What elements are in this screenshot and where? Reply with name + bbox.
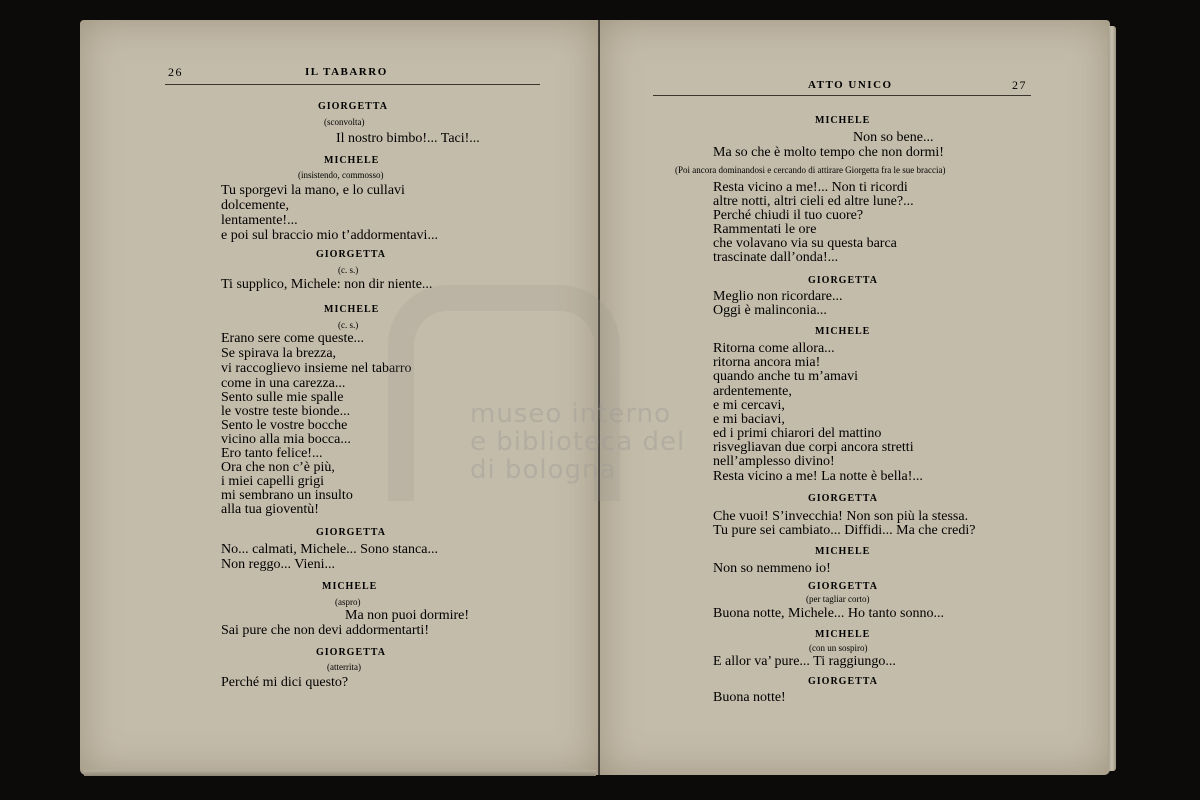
verse-line: Tu sporgevi la mano, e lo cullavi	[221, 183, 405, 198]
speaker-label: MICHELE	[324, 304, 380, 315]
left-header-rule	[165, 84, 540, 85]
verse-line: alla tua gioventù!	[221, 502, 319, 517]
verse-line: altre notti, altri cieli ed altre lune?...	[713, 194, 914, 209]
verse-line: e mi cercavi,	[713, 398, 785, 413]
speaker-label: MICHELE	[815, 115, 871, 126]
stage-direction: (atterrita)	[327, 662, 361, 672]
watermark-text	[470, 400, 710, 484]
verse-line: Tu pure sei cambiato... Diffidi... Ma che credi?	[713, 523, 976, 538]
verse-line: Meglio non ricordare...	[713, 289, 843, 304]
verse-line: ed i primi chiarori del mattino	[713, 426, 882, 441]
verse-line: Che vuoi! S’invecchia! Non son più la stessa.	[713, 509, 969, 524]
right-running-title: ATTO UNICO	[808, 79, 893, 91]
verse-line: Perché chiudi il tuo cuore?	[713, 208, 864, 223]
speaker-label: MICHELE	[322, 581, 378, 592]
page-edges-bottom	[84, 770, 596, 776]
verse-line: No... calmati, Michele... Sono stanca...	[221, 542, 438, 557]
verse-line: come in una carezza...	[221, 376, 346, 391]
verse-line: Ero tanto felice!...	[221, 446, 323, 461]
verse-line: vicino alla mia bocca...	[221, 432, 351, 447]
speaker-label: GIORGETTA	[808, 275, 878, 286]
speaker-label: MICHELE	[815, 629, 871, 640]
verse-line: lentamente!...	[221, 213, 298, 228]
verse-line: Ma so che è molto tempo che non dormi!	[713, 145, 944, 160]
speaker-label: GIORGETTA	[316, 647, 386, 658]
verse-line: e poi sul braccio mio t’addormentavi...	[221, 228, 438, 243]
verse-line: ritorna ancora mia!	[713, 355, 821, 370]
verse-line: Buona notte, Michele... Ho tanto sonno...	[713, 606, 944, 621]
stage-direction: (insistendo, commosso)	[298, 170, 384, 180]
page-edges	[1108, 26, 1116, 771]
speaker-label: GIORGETTA	[808, 581, 878, 592]
verse-line: Perché mi dici questo?	[221, 675, 349, 690]
verse-line: quando anche tu m’amavi	[713, 369, 859, 384]
stage-direction: (Poi ancora dominandosi e cercando di attirare Giorgetta fra le sue braccia)	[675, 165, 946, 175]
speaker-label: GIORGETTA	[808, 676, 878, 687]
stage-direction: (sconvolta)	[324, 117, 365, 127]
verse-line: E allor va’ pure... Ti raggiungo...	[713, 654, 896, 669]
verse-line: i miei capelli grigi	[221, 474, 325, 489]
verse-line: Ritorna come allora...	[713, 341, 835, 356]
stage-direction: (c. s.)	[338, 265, 359, 275]
verse-line: Oggi è malinconia...	[713, 303, 827, 318]
left-running-title: IL TABARRO	[305, 66, 388, 78]
verse-line: Erano sere come queste...	[221, 331, 365, 346]
stage-direction: (aspro)	[335, 597, 361, 607]
verse-line: che volavano via su questa barca	[713, 236, 897, 251]
verse-line: Non reggo... Vieni...	[221, 557, 335, 572]
verse-line: Ma non puoi dormire!	[345, 608, 470, 623]
verse-line: Buona notte!	[713, 690, 786, 705]
right-page-number: 27	[1012, 78, 1027, 92]
speaker-label: GIORGETTA	[316, 527, 386, 538]
verse-line: mi sembrano un insulto	[221, 488, 353, 503]
verse-line: Ti supplico, Michele: non dir niente...	[221, 277, 433, 292]
stage-direction: (c. s.)	[338, 320, 359, 330]
verse-line: Sento le vostre bocche	[221, 418, 348, 433]
speaker-label: MICHELE	[815, 546, 871, 557]
verse-line: Il nostro bimbo!... Taci!...	[336, 131, 480, 146]
verse-line: Resta vicino a me!... Non ti ricordi	[713, 180, 908, 195]
watermark-line: museo interno	[470, 399, 672, 429]
watermark-line: e biblioteca del	[470, 427, 686, 457]
speaker-label: GIORGETTA	[318, 101, 388, 112]
verse-line: Non so bene...	[853, 130, 934, 145]
verse-line: risvegliavan due corpi ancora stretti	[713, 440, 914, 455]
verse-line: Resta vicino a me! La notte è bella!...	[713, 469, 923, 484]
verse-line: ardentemente,	[713, 384, 792, 399]
stage-direction: (con un sospiro)	[809, 643, 868, 653]
verse-line: Ora che non c’è più,	[221, 460, 335, 475]
left-page-number: 26	[168, 65, 183, 79]
verse-line: Sai pure che non devi addormentarti!	[221, 623, 429, 638]
verse-line: Rammentati le ore	[713, 222, 817, 237]
speaker-label: GIORGETTA	[316, 249, 386, 260]
verse-line: dolcemente,	[221, 198, 290, 213]
stage-direction: (per tagliar corto)	[806, 594, 870, 604]
verse-line: le vostre teste bionde...	[221, 404, 351, 419]
verse-line: Sento sulle mie spalle	[221, 390, 344, 405]
verse-line: e mi baciavi,	[713, 412, 785, 427]
verse-line: vi raccoglievo insieme nel tabarro	[221, 361, 412, 376]
speaker-label: GIORGETTA	[808, 493, 878, 504]
verse-line: nell’amplesso divino!	[713, 454, 835, 469]
right-header-rule	[653, 95, 1031, 96]
speaker-label: MICHELE	[815, 326, 871, 337]
watermark-line: di bologna	[470, 455, 617, 485]
speaker-label: MICHELE	[324, 155, 380, 166]
verse-line: Non so nemmeno io!	[713, 561, 831, 576]
verse-line: trascinate dall’onda!...	[713, 250, 839, 265]
verse-line: Se spirava la brezza,	[221, 346, 337, 361]
